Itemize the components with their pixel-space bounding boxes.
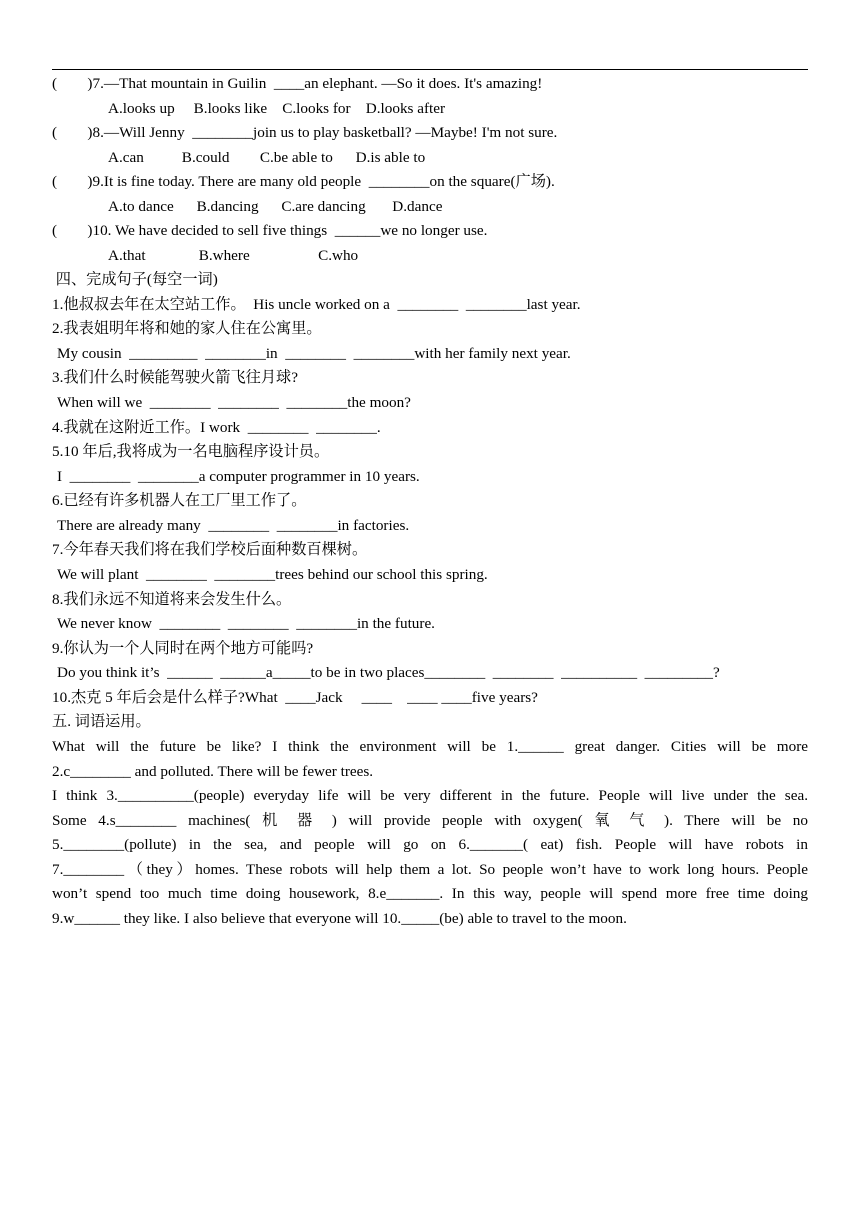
question-10-options: A.that B.where C.who bbox=[108, 247, 359, 264]
question-8-stem: ( )8.—Will Jenny ________join us to play basketball? —Maybe! I'm not sure. bbox=[52, 124, 558, 141]
question-9-stem: ( )9.It is fine today. There are many old people ________on the square(广场). bbox=[52, 173, 555, 190]
section4-item: 2.我表姐明年将和她的家人住在公寓里。 bbox=[52, 320, 322, 337]
section4-item: My cousin _________ ________in ________ ________with her family next year. bbox=[57, 345, 571, 362]
question-10-stem: ( )10. We have decided to sell five things ______we no longer use. bbox=[52, 222, 488, 239]
section5-paragraph-line: 9.w______ they like. I also believe that everyone will 10._____(be) able to travel to the moon. bbox=[52, 910, 627, 927]
question-7-stem: ( )7.—That mountain in Guilin ____an elephant. —So it does. It's amazing! bbox=[52, 75, 543, 92]
section5-paragraph-line: won’t spend too much time doing housework, 8.e_______. In this way, people will spend more free time doing bbox=[52, 885, 808, 902]
section4-item: 10.杰克 5 年后会是什么样子?What ____Jack ____ ____ ____five years? bbox=[52, 689, 538, 706]
section4-item: We never know ________ ________ ________in the future. bbox=[57, 615, 435, 632]
section5-paragraph-line: I think 3.__________(people) everyday life will be very different in the future. People will live under the sea. bbox=[52, 787, 808, 804]
section4-item: 9.你认为一个人同时在两个地方可能吗? bbox=[52, 640, 314, 657]
section4-title: 四、完成句子(每空一词) bbox=[52, 271, 218, 288]
section5-title: 五. 词语运用。 bbox=[52, 713, 151, 730]
section4-item: 7.今年春天我们将在我们学校后面种数百棵树。 bbox=[52, 541, 368, 558]
section4-item: We will plant ________ ________trees behind our school this spring. bbox=[57, 566, 488, 583]
question-9-options: A.to dance B.dancing C.are dancing D.dance bbox=[108, 198, 443, 215]
section4-item: 6.已经有许多机器人在工厂里工作了。 bbox=[52, 492, 307, 509]
section4-item: 4.我就在这附近工作。I work ________ ________. bbox=[52, 419, 381, 436]
section5-paragraph-line: 2.c________ and polluted. There will be fewer trees. bbox=[52, 763, 374, 780]
section5-paragraph-line: Some 4.s________ machines( 机 器 ) will provide people with oxygen( 氧 气 ). There will be no bbox=[52, 812, 808, 829]
header-rule bbox=[52, 69, 808, 70]
section5-paragraph-line: 5.________(pollute) in the sea, and people will go on 6._______( eat) fish. People will have robots in bbox=[52, 836, 808, 853]
section4-item: Do you think it’s ______ ______a_____to be in two places________ ________ __________ _________? bbox=[57, 664, 720, 681]
section4-item: 1.他叔叔去年在太空站工作。 His uncle worked on a ________ ________last year. bbox=[52, 296, 581, 313]
section5-paragraph-line: 7.________（they）homes. These robots will help them a lot. So people won’t have to work long hours. People bbox=[52, 861, 808, 878]
section4-item: 5.10 年后,我将成为一名电脑程序设计员。 bbox=[52, 443, 330, 460]
question-7-options: A.looks up B.looks like C.looks for D.looks after bbox=[108, 100, 446, 117]
section4-item: I ________ ________a computer programmer in 10 years. bbox=[57, 468, 420, 485]
section4-item: 8.我们永远不知道将来会发生什么。 bbox=[52, 591, 292, 608]
section4-item: 3.我们什么时候能驾驶火箭飞往月球? bbox=[52, 369, 298, 386]
section4-item: There are already many ________ ________in factories. bbox=[57, 517, 410, 534]
section5-paragraph-line: What will the future be like? I think the environment will be 1.______ great danger. Cities will be more bbox=[52, 738, 808, 755]
section4-item: When will we ________ ________ ________the moon? bbox=[57, 394, 411, 411]
question-8-options: A.can B.could C.be able to D.is able to bbox=[108, 149, 426, 166]
